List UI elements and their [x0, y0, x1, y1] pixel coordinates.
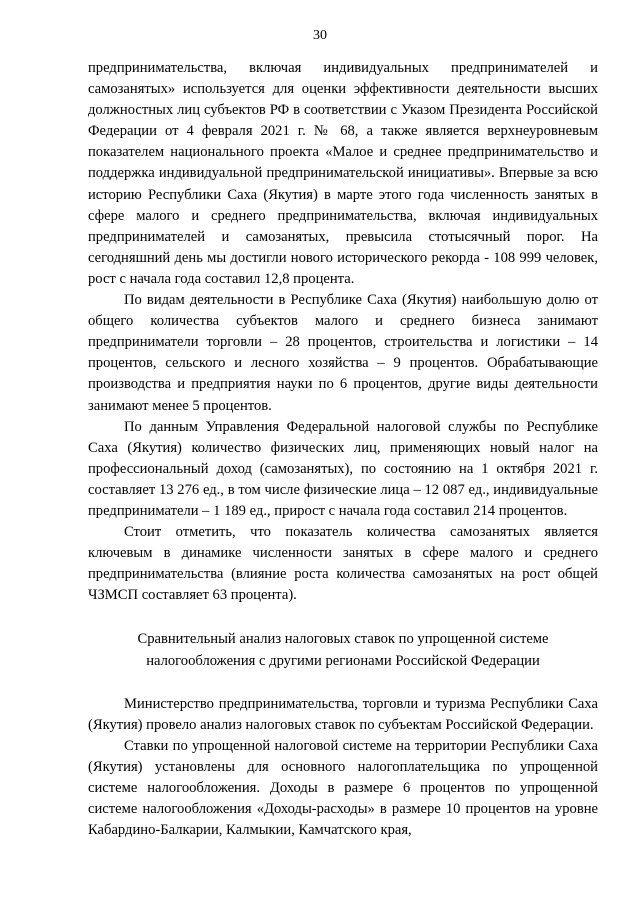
document-body [88, 58, 598, 841]
page-number: 30 [313, 28, 327, 43]
paragraph-self-employed-key: Стоит отметить, что показатель количества самозанятых является ключевым в динамике численности занятых в сфере малого и среднего предпринимательства (влияние роста количества самозанятых на рост общей ЧЗМСП составляет 63 процента). [88, 524, 598, 604]
section-heading-line-1: Сравнительный анализ налоговых ставок по упрощенной системе [137, 631, 549, 648]
paragraph-self-employed-stats: По данным Управления Федеральной налоговой службы по Республике Саха (Якутия) количество физических лиц, применяющих новый налог на профессиональный доход (самозанятых), по состоянию на 1 октября 2021 г. составляет 13 276 ед., в том числе физические лица – 12 087 ед., индивидуальные предприниматели – 1 189 ед., прирост с начала года составил 214 процентов. [88, 418, 598, 519]
paragraph-sme-indicator: предпринимательства, включая индивидуальных предпринимателей и самозанятых» используется для оценки эффективности деятельности высших должностных лиц субъектов РФ в соответствии с Указом Президента Российской Федерации от 4 февраля 2021 г. № 68, а также является верхнеуровневым показателем национального проекта «Малое и среднее предпринимательство и поддержка индивидуальной предпринимательской инициативы». Впервые за всю историю Республики Саха (Якутия) в марте этого года численность занятых в сфере малого и среднего предпринимательства, включая индивидуальных предпринимателей и самозанятых, превысила стотысячный порог. На сегодняшний день мы достигли нового исторического рекорда - 108 999 человек, рост с начала года составил 12,8 процента. [88, 60, 598, 287]
section-heading [88, 629, 598, 671]
paragraph-ministry-analysis: Министерство предпринимательства, торговли и туризма Республики Саха (Якутия) провело анализ налоговых ставок по субъектам Российской Федерации. [88, 695, 598, 733]
section-heading-line-2: налогообложения с другими регионами Российской Федерации [146, 652, 540, 669]
paragraph-tax-rates: Ставки по упрощенной налоговой системе на территории Республики Саха (Якутия) установлены для основного налогоплательщика по упрощенной системе налогообложения. Доходы в размере 6 процентов по упрощенной системе налогообложения «Доходы-расходы» в размере 10 процентов на уровне Кабардино-Балкарии, Калмыкии, Камчатского края, [88, 737, 598, 839]
paragraph-activity-types: По видам деятельности в Республике Саха (Якутия) наибольшую долю от общего количества субъектов малого и среднего бизнеса занимают предприниматели торговли – 28 процентов, строительства и логистики – 14 процентов, сельского и лесного хозяйства – 9 процентов. Обрабатывающие производства и предприятия науки по 6 процентов, другие виды деятельности занимают менее 5 процентов. [88, 292, 598, 414]
